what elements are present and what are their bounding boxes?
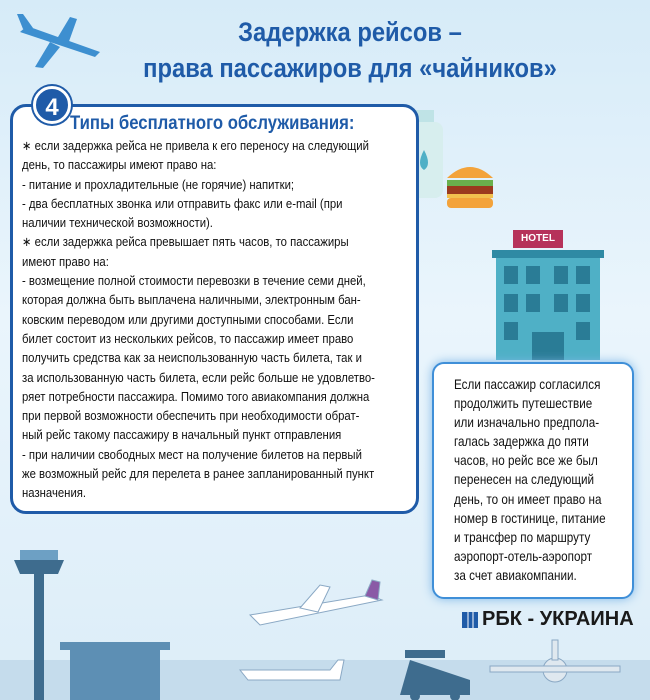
text-line: день, то он имеет право на (454, 491, 602, 507)
logo-text: РБК - УКРАИНА (482, 608, 634, 630)
text-line: и трансфер по маршруту (454, 529, 591, 545)
title-line: права пассажиров для «чайников» (143, 53, 557, 83)
text-line: - два бесплатных звонка или отправить факс или e-mail (при (22, 195, 343, 211)
airstairs-truck-icon (400, 650, 470, 700)
text-line: за использованную часть билета, если рейс больше не удовлетво- (22, 369, 375, 385)
text-line: часов, но рейс все же был (454, 453, 598, 469)
page-title (77, 14, 623, 86)
text-line: перенесен на следующий (454, 472, 595, 488)
text-line: получить средства как за неиспользованную часть билета, так и (22, 350, 362, 366)
text-line: аэропорт-отель-аэропорт (454, 548, 593, 564)
text-line: ∗ если задержка рейса превышает пять часов, то пассажиры (22, 234, 349, 250)
airplane-ground-icon (240, 660, 344, 680)
hotel-sign: HOTEL (521, 233, 555, 244)
airplane-front-icon (490, 640, 620, 682)
text-line: - возмещение полной стоимости перевозки в течение семи дней, (22, 273, 366, 289)
section-number-badge: 4 (33, 86, 71, 124)
airplane-flying-icon (250, 580, 382, 625)
text-line: или изначально предпола- (454, 415, 600, 431)
text-line: день, то пассажиры имеют право на: (22, 157, 217, 173)
text-line: продолжить путешествие (454, 396, 593, 412)
text-line: назначения. (22, 485, 87, 501)
hotel-icon (488, 228, 616, 362)
text-line: билет состоит из нескольких рейсов, то пассажир имеет право (22, 330, 354, 346)
text-line: Если пассажир согласился (454, 377, 601, 392)
text-line: галась задержка до пяти (454, 434, 589, 450)
services-text (22, 136, 375, 503)
text-line: за счет авиакомпании. (454, 567, 577, 583)
terminal-icon (60, 642, 170, 700)
text-line: ный рейс такому пассажиру в начальный пункт отправления (22, 427, 342, 443)
text-line: наличии технической возможности). (22, 215, 213, 231)
text-line: ряет потребности пассажира. Помимо того авиакомпания должна (22, 388, 370, 404)
control-tower-icon (14, 550, 64, 700)
section-title: Типы бесплатного обслуживания: (70, 113, 355, 134)
burger-icon (445, 158, 495, 218)
text-line: же возможный рейс для перелета в ранее запланированный пункт (22, 466, 375, 482)
text-line: - питание и прохладительные (не горячие) напитки; (22, 176, 295, 192)
text-line: при первой возможности обеспечить при необходимости обрат- (22, 408, 360, 424)
text-line: ∗ если задержка рейса не привела к его переносу на следующий (22, 138, 369, 153)
title-line: Задержка рейсов – (238, 17, 462, 47)
text-line: - при наличии свободных мест на получение билетов на первый (22, 446, 362, 462)
airport-scenery (0, 530, 650, 700)
text-line: которая должна быть выплачена наличными, электронным бан- (22, 292, 361, 308)
text-line: имеют право на: (22, 253, 109, 269)
text-line: номер в гостинице, питание (454, 510, 606, 526)
text-line: ковским переводом или другими доступными способами. Если (22, 311, 354, 327)
